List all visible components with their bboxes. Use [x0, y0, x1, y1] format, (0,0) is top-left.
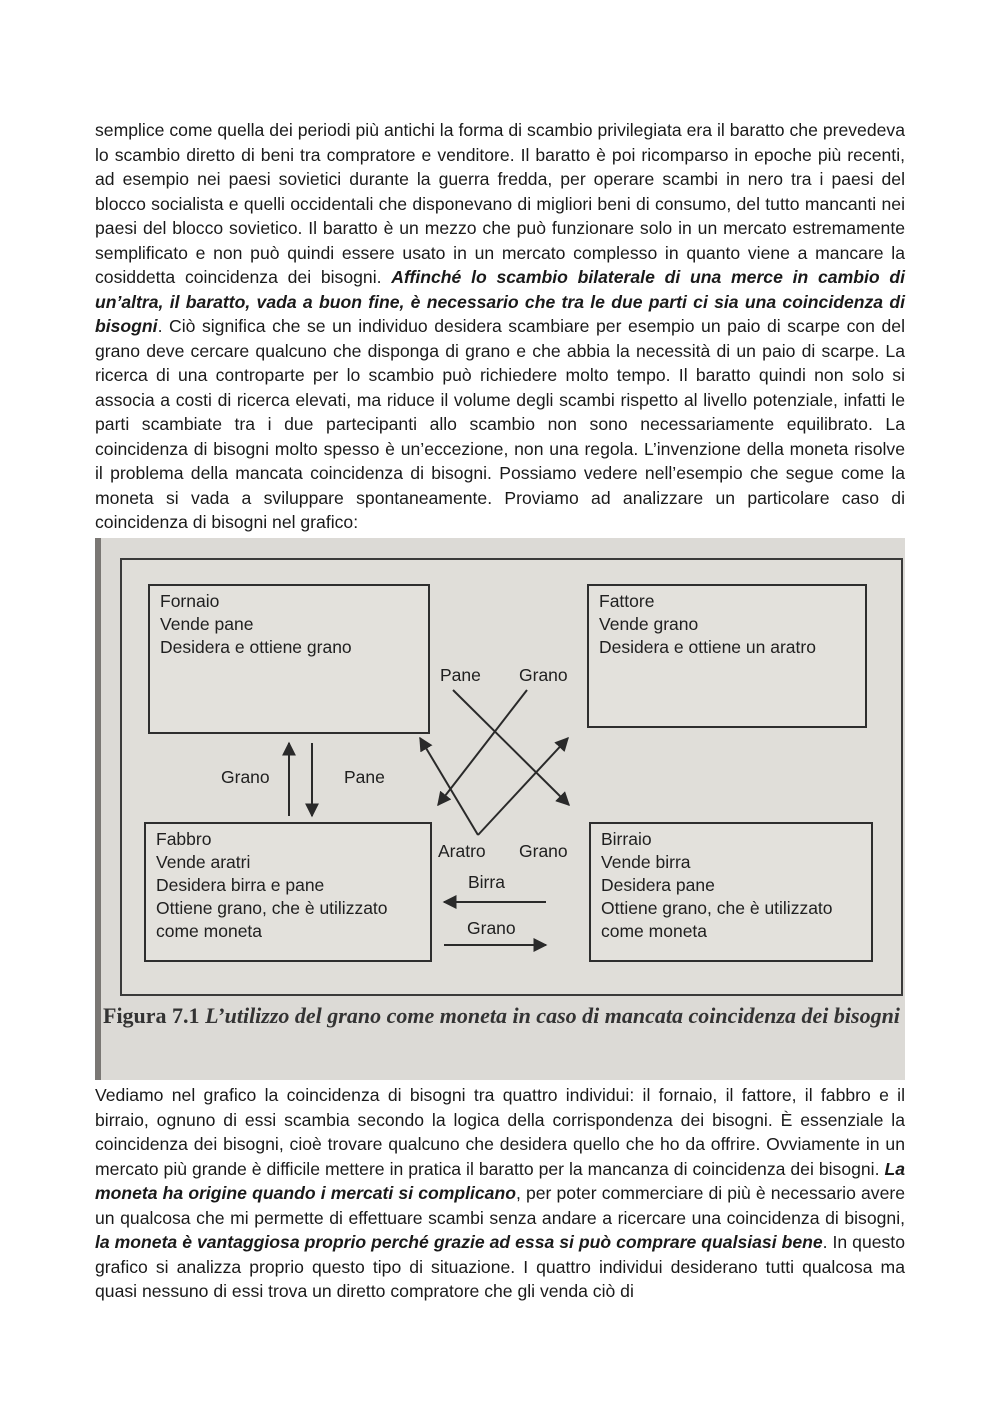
label-birra: Birra — [468, 872, 505, 892]
caption-title: L’utilizzo del grano come moneta in caso di mancata coincidenza dei bisogni — [205, 1003, 900, 1028]
arrow-aratro-diagonal — [420, 738, 478, 835]
fornaio-line-3: Desidera e ottiene grano — [160, 637, 352, 657]
figure-caption — [103, 1002, 903, 1030]
fattore-line-2: Vende grano — [599, 614, 699, 634]
photo-edge-shadow — [95, 538, 101, 1080]
label-grano-bottom: Grano — [467, 918, 516, 938]
fornaio-line-1: Fornaio — [160, 591, 220, 611]
caption-number: Figura 7.1 — [103, 1003, 200, 1028]
paragraph-2 — [95, 1083, 905, 1304]
paragraph-1-emphasis: Affinché lo scambio bilaterale di una merce in cambio di un’altra, il baratto, vada a buon fine, è necessario che tra le due parti ci sia una coincidenza di bisogni — [95, 267, 905, 336]
diagram-frame — [120, 558, 903, 996]
label-aratro: Aratro — [438, 841, 486, 861]
paragraph-1 — [95, 118, 905, 535]
arrow-grano-diagonal — [438, 690, 527, 805]
label-pane-top: Pane — [440, 665, 481, 685]
fabbro-line-2: Vende aratri — [156, 852, 251, 872]
fornaio-line-2: Vende pane — [160, 614, 254, 634]
figure-photo — [95, 538, 905, 1080]
paragraph-2-container — [95, 1083, 905, 1304]
label-pane-left: Pane — [344, 767, 385, 787]
paragraph-2-text-c: . In questo grafico si analizza proprio questo tipo di situazione. I quattro individui desiderano tutti qualcosa ma quasi nessuno di essi trova un diretto compratore che gli venda ciò di — [95, 1232, 905, 1301]
fabbro-line-4: Ottiene grano, che è utilizzato — [156, 898, 388, 918]
fabbro-line-5: come moneta — [156, 921, 263, 941]
arrow-pane-diagonal — [453, 690, 569, 805]
birraio-line-3: Desidera pane — [601, 875, 715, 895]
paragraph-2-text-b: , per poter commerciare di più è necessario avere un qualcosa che mi permette di effettuare scambi senza andare a ricercare una coincidenza di bisogni, — [95, 1183, 905, 1228]
paragraph-1-text-a: semplice come quella dei periodi più antichi la forma di scambio privilegiata era il baratto che prevedeva lo scambio diretto di beni tra compratore e venditore. Il baratto è poi ricomparso in epoche più recenti, ad esempio nei paesi sovietici durante la guerra fredda, per operare scambi in nero tra i paesi del blocco socialista e quelli occidentali che disponevano di migliori beni di consumo, del tutto mancanti nei paesi del blocco sovietico. Il baratto è un mezzo che può funzionare solo in un mercato estremamente semplificato e non può quindi essere usato in un mercato complesso in quanto viene a mancare la cosiddetta coincidenza dei bisogni. — [95, 120, 905, 287]
label-grano-top: Grano — [519, 665, 568, 685]
paragraph-1-container — [95, 118, 905, 535]
paragraph-2-emphasis-2: la moneta è vantaggiosa proprio perché grazie ad essa si può comprare qualsiasi bene — [95, 1232, 823, 1252]
arrow-grano-diagonal-2 — [478, 738, 568, 835]
paragraph-2-emphasis-1: La moneta ha origine quando i mercati si complicano — [95, 1158, 905, 1203]
fabbro-line-3: Desidera birra e pane — [156, 875, 325, 895]
exchange-arrows — [122, 560, 905, 998]
paragraph-1-text-b: . Ciò significa che se un individuo desidera scambiare per esempio un paio di scarpe con del grano deve cercare qualcuno che disponga di grano e che abbia la necessità di un paio di scarpe. La ricerca di una controparte per lo scambio può richiedere molto tempo. Il baratto quindi non solo si associa a costi di ricerca elevati, ma riduce il volume degli scambi rispetto al livello potenziale, infatti le parti scambiate tra i due partecipanti allo scambio non sono necessariamente equilibrato. La coincidenza di bisogni molto spesso è un’eccezione, non una regola. L’invenzione della moneta risolve il problema della mancata coincidenza di bisogni. Possiamo vedere nell’esempio che segue come la moneta si vada a sviluppare spontaneamente. Proviamo ad analizzare un particolare caso di coincidenza di bisogni nel grafico: — [95, 316, 905, 532]
fattore-line-1: Fattore — [599, 591, 655, 611]
fattore-line-3: Desidera e ottiene un aratro — [599, 637, 816, 657]
label-grano-left: Grano — [221, 767, 270, 787]
birraio-line-4: Ottiene grano, che è utilizzato — [601, 898, 833, 918]
paragraph-2-text-a: Vediamo nel grafico la coincidenza di bisogni tra quattro individui: il fornaio, il fattore, il fabbro e il birraio, ognuno di essi scambia secondo la logica della corrispondenza dei bisogni. È essenziale la coincidenza dei bisogni, cioè trovare qualcuno che desidera quello che ho da offrire. Ovviamente in un mercato più grande è difficile mettere in pratica il baratto per la mancanza di coincidenza dei bisogni. — [95, 1085, 905, 1179]
fabbro-line-1: Fabbro — [156, 829, 212, 849]
label-grano-mid: Grano — [519, 841, 568, 861]
birraio-line-5: come moneta — [601, 921, 708, 941]
birraio-line-1: Birraio — [601, 829, 652, 849]
birraio-line-2: Vende birra — [601, 852, 691, 872]
